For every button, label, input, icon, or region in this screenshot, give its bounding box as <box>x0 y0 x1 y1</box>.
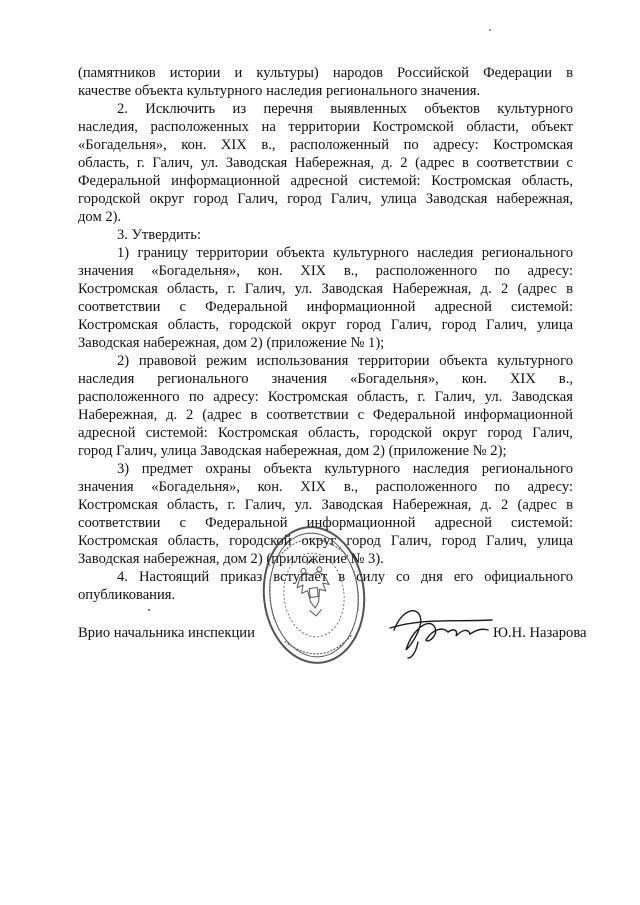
signatory-position: Врио начальника инспекции <box>78 625 255 641</box>
text-line: опубликования. <box>78 587 176 603</box>
text-line: Заводская набережная, дом 2) (приложение № 3). <box>78 551 384 567</box>
text-line: (памятников истории и культуры) народов Российской Федерации в <box>78 65 573 81</box>
text-line: значения «Богадельня», кон. XIX в., расположенного по адресу: <box>78 263 573 279</box>
text-line: Костромская область, г. Галич, ул. Заводская Набережная, д. 2 (адрес в <box>78 281 573 297</box>
text-line: «Богадельня», кон. XIX в., расположенный по адресу: Костромская <box>78 137 573 153</box>
text-line: Костромская область, городской округ город Галич, город Галич, улица <box>78 317 573 333</box>
text-line: соответствии с Федеральной информационной адресной системой: <box>78 515 573 531</box>
emblem-icon <box>294 559 332 618</box>
text-line: Костромская область, г. Галич, ул. Заводская Набережная, д. 2 (адрес в <box>78 497 573 513</box>
scan-speck <box>148 609 150 611</box>
text-line: Костромская область, городской округ город Галич, город Галич, улица <box>78 533 573 549</box>
official-stamp <box>258 520 370 670</box>
text-line: адресной системой: Костромская область, городской округ город Галич, <box>78 425 573 441</box>
text-line: 3) предмет охраны объекта культурного наследия регионального <box>117 461 573 477</box>
text-line: Набережная, д. 2 (адрес в соответствии с Федеральной информационной <box>78 407 573 423</box>
text-line: качестве объекта культурного наследия регионального значения. <box>78 83 481 99</box>
text-line: город Галич, улица Заводская набережная, дом 2) (приложение № 2); <box>78 443 507 459</box>
handwritten-signature <box>382 600 500 660</box>
text-line: значения «Богадельня», кон. XIX в., расположенного по адресу: <box>78 479 573 495</box>
text-line: 2) правовой режим использования территории объекта культурного <box>117 353 573 369</box>
text-line: 2. Исключить из перечня выявленных объектов культурного <box>117 101 573 117</box>
text-line: 1) границу территории объекта культурного наследия регионального <box>117 245 573 261</box>
text-line: дом 2). <box>78 209 122 225</box>
text-line: наследия регионального значения «Богадельня», кон. XIX в., <box>78 371 573 387</box>
signatory-name: Ю.Н. Назарова <box>493 625 587 641</box>
text-line: 4. Настоящий приказ вступает в силу со дня его официального <box>117 569 573 585</box>
text-line: соответствии с Федеральной информационной адресной системой: <box>78 299 573 315</box>
text-line: Заводская набережная, дом 2) (приложение № 1); <box>78 335 385 351</box>
scan-speck <box>489 29 491 31</box>
text-line: 3. Утвердить: <box>117 227 202 243</box>
text-line: Федеральной информационной адресной системой: Костромская область, <box>78 173 573 189</box>
text-line: расположенного по адресу: Костромская область, г. Галич, ул. Заводская <box>78 389 573 405</box>
text-line: область, г. Галич, ул. Заводская Набережная, д. 2 (адрес в соответствии с <box>78 155 573 171</box>
text-line: городской округ город Галич, город Галич, улица Заводская набережная, <box>78 191 573 207</box>
text-line: наследия, расположенных на территории Костромской области, объект <box>78 119 573 135</box>
